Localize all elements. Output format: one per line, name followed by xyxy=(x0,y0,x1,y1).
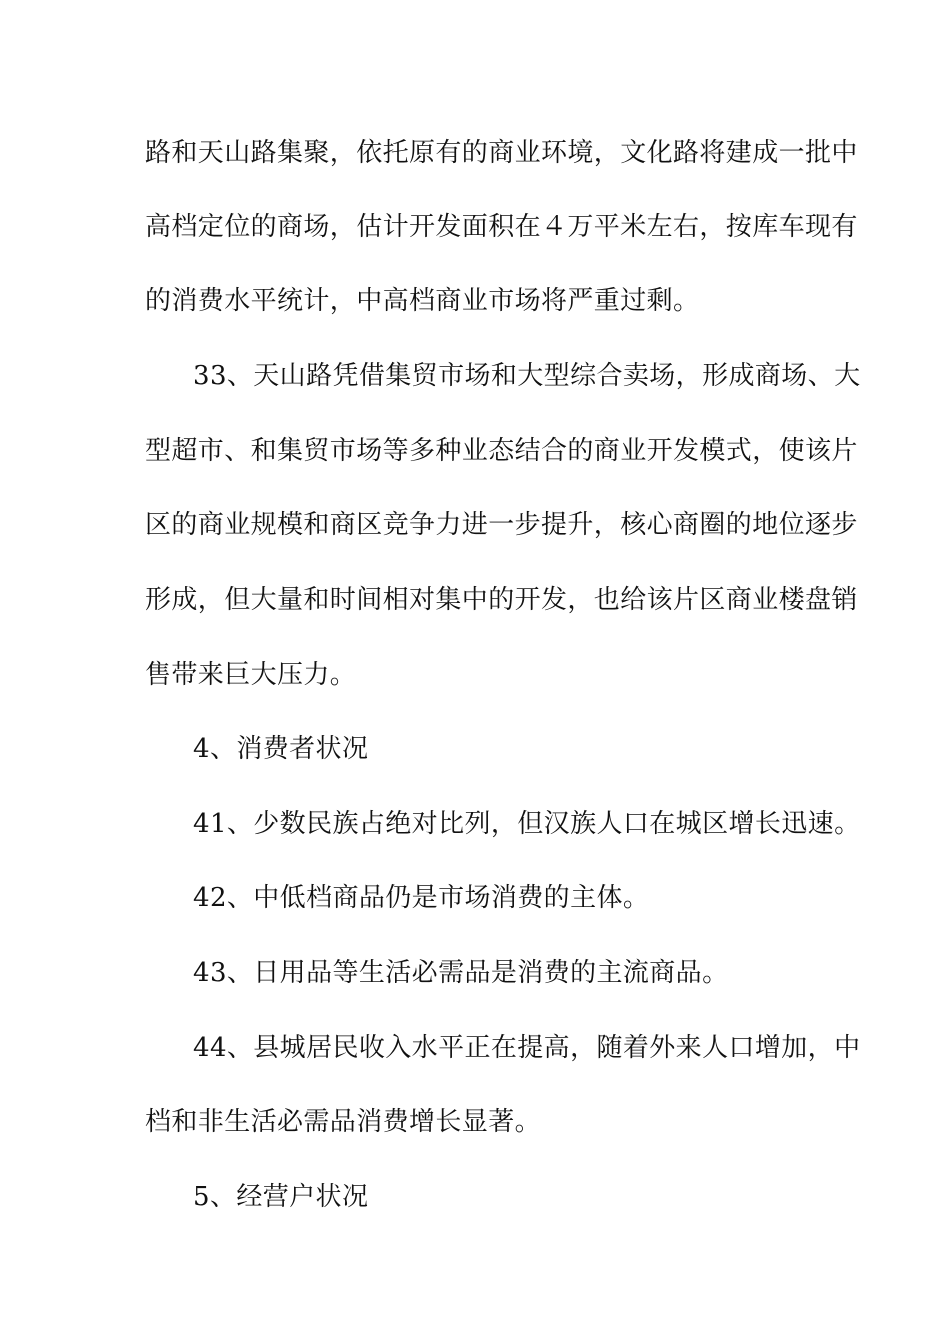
section-heading-operators: 5、经营户状况 xyxy=(193,1182,369,1212)
paragraph-43-line: 43、日用品等生活必需品是消费的主流商品。 xyxy=(193,958,729,988)
body-text-line: 高档定位的商场，估计开发面积在４万平米左右，按库车现有 xyxy=(145,212,858,242)
paragraph-41-line: 41、少数民族占绝对比列，但汉族人口在城区增长迅速。 xyxy=(193,809,861,839)
paragraph-44-line: 44、县城居民收入水平正在提高，随着外来人口增加，中 xyxy=(193,1033,861,1063)
paragraph-42-line: 42、中低档商品仍是市场消费的主体。 xyxy=(193,883,650,913)
body-text-line: 形成，但大量和时间相对集中的开发，也给该片区商业楼盘销 xyxy=(145,585,858,615)
body-text-line: 型超市、和集贸市场等多种业态结合的商业开发模式，使该片 xyxy=(145,436,858,466)
body-text-line: 区的商业规模和商区竞争力进一步提升，核心商圈的地位逐步 xyxy=(145,510,858,540)
paragraph-33-line: 33、天山路凭借集贸市场和大型综合卖场，形成商场、大 xyxy=(193,361,861,391)
body-text-line: 售带来巨大压力。 xyxy=(145,660,357,690)
body-text-line: 的消费水平统计，中高档商业市场将严重过剩。 xyxy=(145,286,700,316)
section-heading-consumers: 4、消费者状况 xyxy=(193,734,369,764)
body-text-line: 档和非生活必需品消费增长显著。 xyxy=(145,1107,542,1137)
body-text-line: 路和天山路集聚，依托原有的商业环境，文化路将建成一批中 xyxy=(145,138,858,168)
